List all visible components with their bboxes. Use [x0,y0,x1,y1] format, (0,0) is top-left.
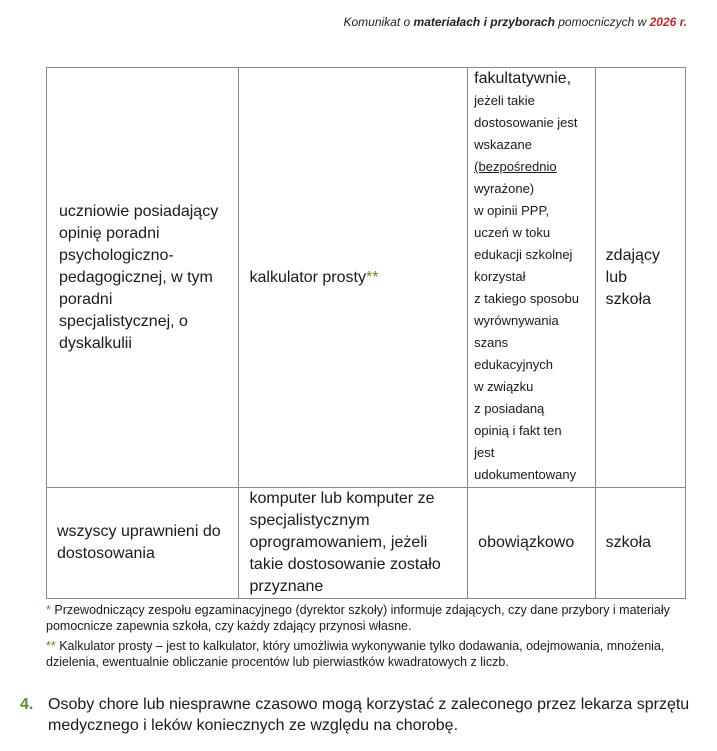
header-prefix: Komunikat o [343,15,414,29]
how-line: edukacji szkolnej [474,247,573,262]
how-line: edukacyjnych [474,357,553,372]
list-item-text: Osoby chore lub niesprawne czasowo mogą korzystać z zaleconego przez lekarza sprzętu medycznego i leków koniecznych ze względu na chorobę. [48,696,690,734]
how-line: z posiadaną [474,401,545,416]
cell-provider: zdający lub szkoła [595,68,685,488]
footnote-marker: ** [365,268,379,286]
how-line: jeżeli takie [474,93,535,108]
how-line: szans [474,335,509,350]
cell-how-first: fakultatywnie, [474,70,572,87]
document-header [343,15,687,29]
adjustments-table [46,67,686,599]
cell-how-lines [474,90,589,486]
how-line: wskazane [474,137,532,152]
footnote-1 [46,602,696,634]
cell-who: uczniowie posiadający opinię poradni psychologiczno-pedagogicznej, w tym poradni specjalistycznej, o dyskalkulii [47,68,239,488]
how-line: uczeń w toku [474,225,551,240]
cell-what [239,68,468,488]
how-line: wyrównywania [474,313,559,328]
cell-provider: szkoła [595,488,685,599]
footnote-2-marker: ** [46,639,56,653]
header-year: 2026 r. [649,15,687,29]
how-line: z takiego sposobu [474,291,579,306]
list-item-4 [20,694,700,736]
footnotes [46,602,696,674]
table-row [47,488,686,599]
list-item-number: 4. [20,696,34,713]
cell-how [468,68,596,488]
how-line: w związku [474,379,534,394]
how-line: jest [474,445,495,460]
footnote-2-text: Kalkulator prosty – jest to kalkulator, który umożliwia wykonywanie tylko dodawania, odejmowania, mnożenia, dzielenia, ewentualnie obliczanie procentów lub pierwiastków kwadratowych z liczb. [46,639,665,669]
table-row [47,68,686,488]
cell-what: komputer lub komputer ze specjalistycznym oprogramowaniem, jeżeli takie dostosowanie zostało przyznane [239,488,468,599]
footnote-2 [46,638,696,670]
how-line: (bezpośrednio [474,159,557,174]
header-middle: pomocniczych w [554,15,650,29]
how-line: w opinii PPP, [474,203,550,218]
cell-what-text: kalkulator prosty [249,268,366,286]
cell-how: obowiązkowo [468,488,596,599]
how-line: dostosowanie jest [474,115,578,130]
how-line: udokumentowany [474,467,577,482]
header-bold-part: materiałach i przyborach [413,15,555,29]
cell-who: wszyscy uprawnieni do dostosowania [47,488,239,599]
how-line: wyrażone) [474,181,535,196]
how-line: opinią i fakt ten [474,423,562,438]
footnote-1-marker: * [46,603,51,617]
how-line: korzystał [474,269,526,284]
footnote-1-text: Przewodniczący zespołu egzaminacyjnego (dyrektor szkoły) informuje zdających, czy dane przybory i materiały pomocnicze zapewnia szkoła, czy każdy zdający przynosi własne. [46,603,670,633]
